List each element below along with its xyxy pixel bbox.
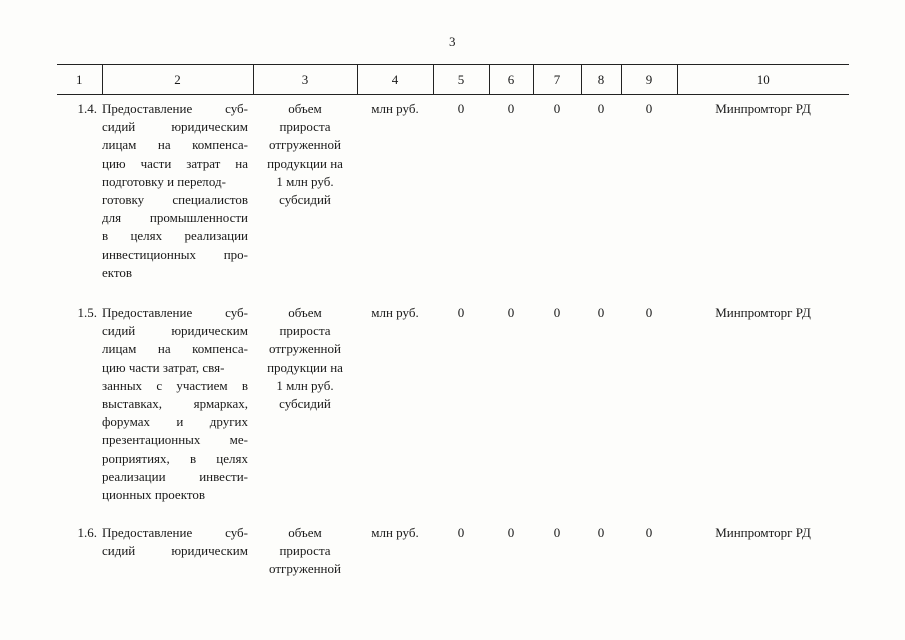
value-col-6: 0 <box>507 305 515 320</box>
responsible-agency: Минпромторг РД <box>715 305 811 320</box>
description-line: выставках, ярмарках, <box>102 396 248 412</box>
indicator-line: объем <box>288 101 322 116</box>
value-col-6: 0 <box>507 101 515 116</box>
description-line: форумах и других <box>102 414 248 430</box>
header-col-9: 9 <box>621 65 677 95</box>
value-col-7: 0 <box>553 305 561 320</box>
value-col-8: 0 <box>597 525 605 540</box>
indicator-line: прироста <box>279 119 331 135</box>
indicator <box>253 100 357 209</box>
responsible-agency: Минпромторг РД <box>715 101 811 116</box>
indicator-line: отгруженной <box>269 341 341 357</box>
value-col-5: 0 <box>457 305 465 320</box>
description-line: для промышленности <box>102 210 248 226</box>
description-line: в целях реализации <box>102 228 248 244</box>
value-col-7: 0 <box>553 525 561 540</box>
row-number: 1.5. <box>77 305 97 320</box>
indicator <box>253 304 357 413</box>
row-number: 1.6. <box>77 525 97 540</box>
indicator-line: 1 млн руб. <box>276 173 334 189</box>
unit: млн руб. <box>371 101 419 116</box>
value-col-6: 0 <box>507 525 515 540</box>
indicator-line: отгруженной <box>269 561 341 577</box>
header-col-5: 5 <box>433 65 489 95</box>
indicator-line: прироста <box>279 543 331 559</box>
indicator-line: объем <box>288 525 322 540</box>
description-line: занных с участием в <box>102 377 248 393</box>
header-col-4: 4 <box>357 65 433 95</box>
description-line: цию части затрат, свя- <box>102 359 225 375</box>
indicator-line: субсидий <box>279 192 331 208</box>
description-line: сидий юридическим <box>102 543 248 559</box>
indicator-line: объем <box>288 305 322 320</box>
description-line: лицам на компенса- <box>102 341 248 357</box>
indicator-line: субсидий <box>279 396 331 412</box>
responsible-agency: Минпромторг РД <box>715 525 811 540</box>
value-col-9: 0 <box>645 101 653 116</box>
description-line: ционных проектов <box>102 487 205 503</box>
measure-description <box>102 524 248 560</box>
description-line: лицам на компенса- <box>102 137 248 153</box>
description-line: готовку специалистов <box>102 192 248 208</box>
measure-description <box>102 100 248 282</box>
page-number: 3 <box>449 34 456 49</box>
description-line: роприятиях, в целях <box>102 450 248 466</box>
indicator-line: продукции на <box>267 359 343 375</box>
description-line: цию части затрат на <box>102 155 248 171</box>
header-col-2: 2 <box>102 65 253 95</box>
row-number: 1.4. <box>77 101 97 116</box>
value-col-9: 0 <box>645 525 653 540</box>
header-col-10: 10 <box>677 65 849 95</box>
header-col-3: 3 <box>253 65 357 95</box>
measure-description <box>102 304 248 504</box>
value-col-5: 0 <box>457 525 465 540</box>
value-col-7: 0 <box>553 101 561 116</box>
unit: млн руб. <box>371 305 419 320</box>
description-line: подготовку и переπод- <box>102 173 226 189</box>
description-line: Предоставление суб- <box>102 305 248 320</box>
indicator <box>253 524 357 579</box>
indicator-line: прироста <box>279 323 331 339</box>
value-col-5: 0 <box>457 101 465 116</box>
description-line: ектов <box>102 264 133 280</box>
value-col-9: 0 <box>645 305 653 320</box>
header-col-8: 8 <box>581 65 621 95</box>
value-col-8: 0 <box>597 101 605 116</box>
description-line: Предоставление суб- <box>102 525 248 540</box>
header-col-1: 1 <box>57 65 102 95</box>
header-col-7: 7 <box>533 65 581 95</box>
description-line: сидий юридическим <box>102 119 248 135</box>
value-col-8: 0 <box>597 305 605 320</box>
indicator-line: 1 млн руб. <box>276 377 334 393</box>
description-line: презентационных ме- <box>102 432 248 448</box>
description-line: Предоставление суб- <box>102 101 248 116</box>
description-line: сидий юридическим <box>102 323 248 339</box>
description-line: реализации инвести- <box>102 468 248 484</box>
indicator-line: отгруженной <box>269 137 341 153</box>
header-col-6: 6 <box>489 65 533 95</box>
description-line: инвестиционных про- <box>102 246 248 262</box>
unit: млн руб. <box>371 525 419 540</box>
indicator-line: продукции на <box>267 155 343 171</box>
column-number-header <box>57 64 849 95</box>
